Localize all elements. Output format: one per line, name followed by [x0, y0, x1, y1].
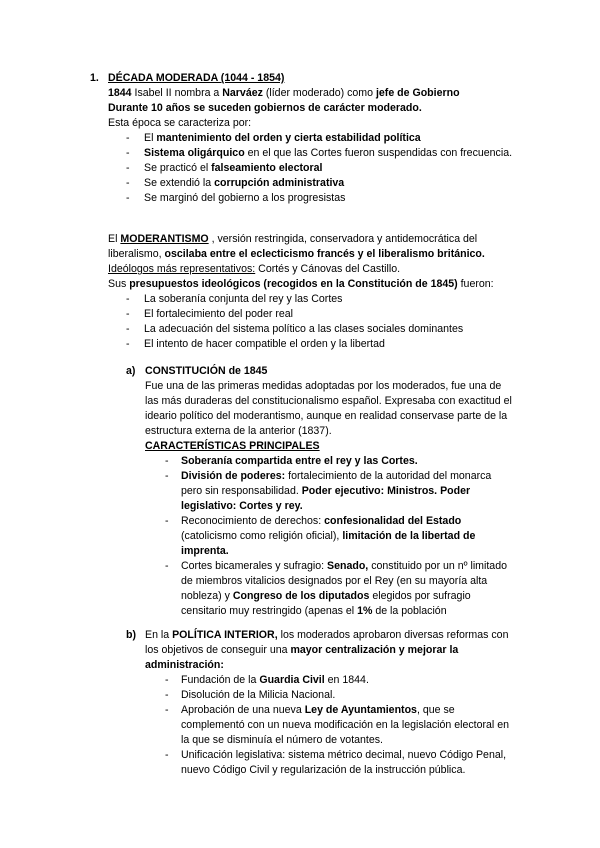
list-item: - Se marginó del gobierno a los progresistas — [126, 191, 513, 206]
intro-line-3: Esta época se caracteriza por: — [108, 117, 252, 129]
list-item: - La soberanía conjunta del rey y las Cortes — [126, 292, 513, 307]
characteristics-list — [126, 131, 513, 206]
constitucion-block — [145, 364, 515, 619]
subsection-a-label: a) — [126, 365, 136, 377]
list-item: - Unificación legislativa: sistema métrico decimal, nuevo Código Penal, nuevo Código Civil y regularización de la instrucción pública. — [163, 748, 517, 778]
list-item: - El fortalecimiento del poder real — [126, 307, 513, 322]
list-item: - División de poderes: fortalecimiento de la autoridad del monarca pero sin responsabilidad. Poder ejecutivo: Ministros. Poder legislativo: Cortes y rey. — [163, 469, 515, 514]
list-item: - Se extendió la corrupción administrativa — [126, 176, 513, 191]
list-item: - Disolución de la Milicia Nacional. — [163, 688, 517, 703]
section-heading — [90, 71, 284, 86]
section-number: 1. — [90, 72, 99, 84]
subsection-b-label: b) — [126, 629, 136, 641]
politica-list — [163, 673, 517, 778]
politica-paragraph: En la POLÍTICA INTERIOR, los moderados aprobaron diversas reformas con los objetivos de conseguir una mayor centralización y mejorar la administración: — [145, 629, 509, 671]
ideologos-line: Ideólogos más representativos: Cortés y Cánovas del Castillo. — [108, 263, 401, 275]
list-item: - El mantenimiento del orden y cierta estabilidad política — [126, 131, 513, 146]
moderantismo-block — [108, 232, 513, 352]
constitucion-title: CONSTITUCIÓN de 1845 — [145, 365, 268, 377]
list-item: - Reconocimiento de derechos: confesionalidad del Estado (catolicismo como religión oficial), limitación de la libertad de imprenta. — [163, 514, 515, 559]
presupuestos-line: Sus presupuestos ideológicos (recogidos en la Constitución de 1845) fueron: — [108, 278, 494, 290]
intro-line-1: 1844 Isabel II nombra a Narváez (líder moderado) como jefe de Gobierno — [108, 87, 460, 99]
politica-block — [145, 628, 517, 778]
list-item: - La adecuación del sistema político a las clases sociales dominantes — [126, 322, 513, 337]
list-item: - Fundación de la Guardia Civil en 1844. — [163, 673, 517, 688]
moderantismo-paragraph: El MODERANTISMO , versión restringida, conservadora y antidemocrática del liberalismo, oscilaba entre el eclecticismo francés y el liberalismo británico. — [108, 233, 485, 260]
list-item: - Cortes bicamerales y sufragio: Senado, constituido por un nº limitado de miembros vitalicios designados por el Rey (en su mayoría alta nobleza) y Congreso de los diputados elegidos por sufragio censitario muy restringido (apenas el 1% de la población — [163, 559, 515, 619]
list-item: - Aprobación de una nueva Ley de Ayuntamientos, que se complementó con un nueva modificación en la legislación electoral en la que se disminuía el número de votantes. — [163, 703, 517, 748]
section-title: DÉCADA MODERADA (1044 - 1854) — [108, 72, 285, 84]
intro-block — [108, 86, 513, 206]
intro-line-2: Durante 10 años se suceden gobiernos de carácter moderado. — [108, 102, 422, 114]
caracteristicas-title: CARACTERÍSTICAS PRINCIPALES — [145, 440, 320, 452]
constitucion-paragraph: Fue una de las primeras medidas adoptadas por los moderados, fue una de las más duraderas del constitucionalismo español. Expresaba con exactitud el ideario político del moderantismo, aunque en realidad conservase parte de la estructura externa de la anterior (1837). — [145, 380, 512, 437]
list-item: - Se practicó el falseamiento electoral — [126, 161, 513, 176]
caracteristicas-list — [163, 454, 515, 619]
list-item: - El intento de hacer compatible el orden y la libertad — [126, 337, 513, 352]
list-item: - Soberanía compartida entre el rey y las Cortes. — [163, 454, 515, 469]
list-item: - Sistema oligárquico en el que las Cortes fueron suspendidas con frecuencia. — [126, 146, 513, 161]
presupuestos-list — [126, 292, 513, 352]
